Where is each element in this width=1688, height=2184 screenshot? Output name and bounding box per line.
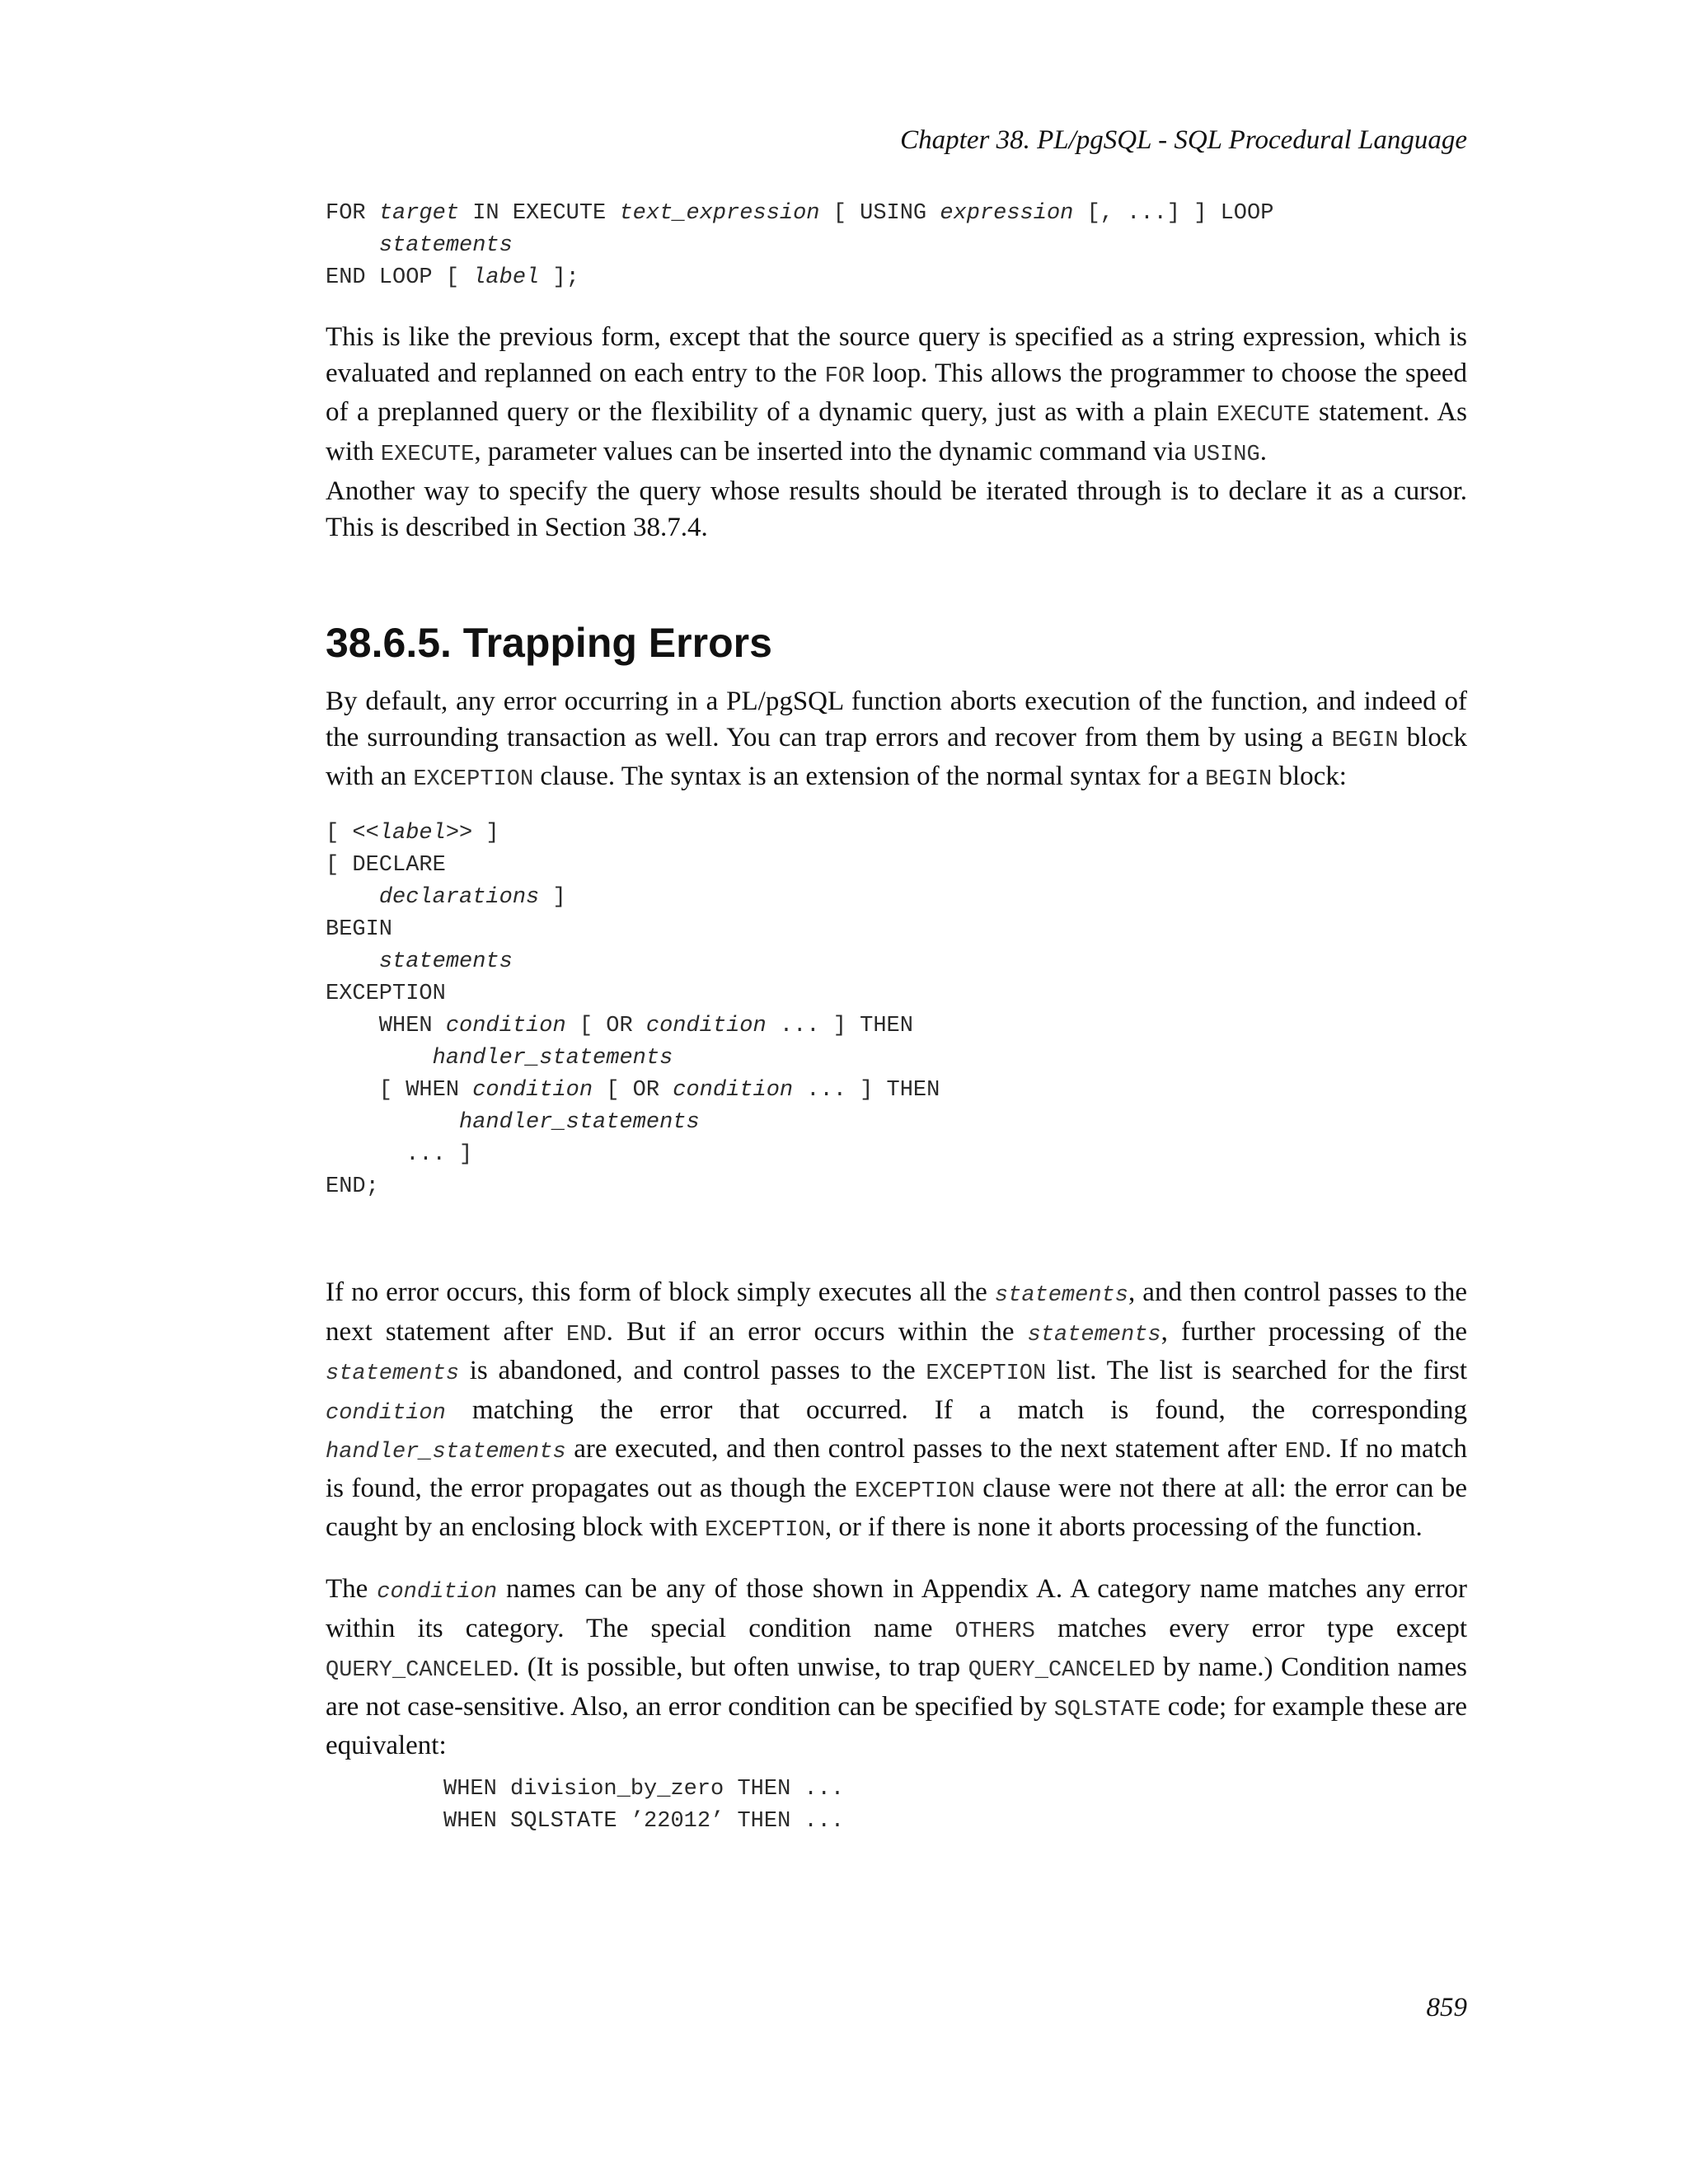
document-page (326, 0, 1467, 2184)
paragraph: This is like the previous form, except that the source query is specified as a string expression, which is evaluated and replanned on each entry to the FOR loop. This allows the programmer to choose the speed of a preplanned query or the flexibility of a dynamic query, just as with a plain EXECUTE statement. As with EXECUTE, parameter values can be inserted into the dynamic command via USING. (326, 322, 1467, 467)
section-title: 38.6.5. Trapping Errors (326, 620, 772, 666)
paragraph: If no error occurs, this form of block simply executes all the statements, and then control passes to the next statement after END. But if an error occurs within the statements, further processing of the statements is abandoned, and control passes to the EXCEPTION list. The list is searched for the first condition matching the error that occurred. If a match is found, the corresponding handler_statements are executed, and then control passes to the next statement after END. If no match is found, the error propagates out as though the EXCEPTION clause were not there at all: the error can be caught by an enclosing block with EXCEPTION, or if there is none it aborts processing of the function. (326, 1277, 1468, 1543)
page-number: 859 (1426, 1993, 1467, 2022)
running-header: Chapter 38. PL/pgSQL - SQL Procedural Language (900, 125, 1467, 155)
section-heading (326, 618, 1467, 668)
code-block-exception-syntax: [ <<label>> ] [ DECLARE declarations ] BEGIN statements EXCEPTION WHEN condition [ OR condition ... ] THEN handler_statements [ WHEN condition [ OR condition ... ] THEN handler_statements ... ] END; (326, 821, 940, 1199)
code-block-for-execute (326, 198, 1467, 294)
paragraph: Another way to specify the query whose results should be iterated through is to declare it as a cursor. This is described in Section 38.7.4. (326, 476, 1467, 542)
code-line: FOR target IN EXECUTE text_expression [ USING expression [, ...] ] LOOP statements END LOOP [ label ]; (326, 201, 1274, 290)
paragraph: The condition names can be any of those shown in Appendix A. A category name matches any error within its category. The special condition name OTHERS matches every error type except QUERY_CANCELED. (It is possible, but often unwise, to trap QUERY_CANCELED by name.) Condition names are not case-sensitive. Also, an error condition can be specified by SQLSTATE code; for example these are equivalent: (326, 1574, 1467, 1760)
code-block-example: WHEN division_by_zero THEN ... WHEN SQLSTATE ’22012’ THEN ... (443, 1777, 845, 1834)
paragraph: By default, any error occurring in a PL/pgSQL function aborts execution of the function, and indeed of the surrounding transaction as well. You can trap errors and recover from them by using a BEGIN block with an EXCEPTION clause. The syntax is an extension of the normal syntax for a BEGIN block: (326, 687, 1467, 792)
